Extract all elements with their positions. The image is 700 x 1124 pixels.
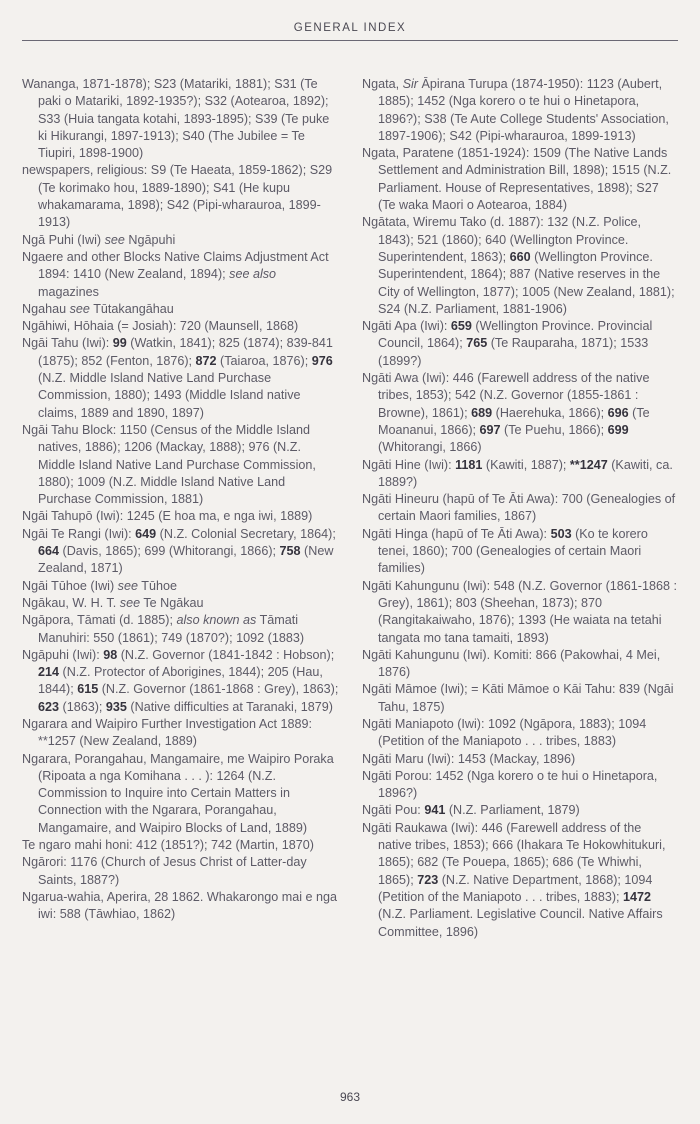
- entry-text: (N.Z. Protector of Aborigines, 1844); 205 (Hau, 1844);: [38, 665, 323, 697]
- entry-text: Āpirana Turupa (1874-1950): 1123 (Aubert, 1885); 1452 (Nga korero o te hui o Hinetapora, 1896?); S38 (Te Aute College Students' Association, 1897-1906); S42 (Pipi-wharauroa, 1899-1913): [378, 77, 669, 143]
- entry-text: Tūtakangāhau: [89, 301, 174, 316]
- entry-text: (N.Z. Parliament, 1879): [445, 803, 580, 818]
- entry-text: Ngāti Māmoe (Iwi); = Kāti Māmoe o Kāi Tahu: 839 (Ngāi Tahu, 1875): [362, 682, 674, 714]
- entry-number-bold: 214: [38, 665, 60, 680]
- index-entry: [362, 716, 678, 751]
- entry-text: Ngāti Hinga (hapū of Te Āti Awa):: [362, 526, 551, 541]
- entry-number-bold: 1472: [623, 889, 652, 904]
- entry-text: Wananga, 1871-1878); S23 (Matariki, 1881); S31 (Te paki o Matariki, 1892-1935?); S32 (Aotearoa, 1892); S33 (Huia tangata kotahi, 1893-1895); S39 (Te puke ki Hikurangi, 1897-1913); S40 (The Jubilee = Te Tiupiri, 1898-1900): [22, 77, 330, 161]
- entry-text: (N.Z. Parliament. Legislative Council. Native Affairs Committee, 1896): [378, 907, 663, 939]
- entry-number-bold: 664: [38, 544, 60, 559]
- entry-number-bold: 99: [112, 336, 127, 351]
- index-entry: [362, 145, 678, 214]
- entry-text: (N.Z. Middle Island Native Land Purchase Commission, 1880); 1493 (Middle Island native claims, 1889 and 1890, 1897): [38, 371, 301, 420]
- entry-text: Ngāti Hineuru (hapū of Te Āti Awa): 700 (Genealogies of certain Maori families, 1867): [362, 492, 676, 524]
- entry-number-bold: **1247: [569, 457, 608, 472]
- entry-number-bold: 503: [550, 526, 572, 541]
- entry-crossref: see: [104, 232, 125, 247]
- entry-text: Ngātata, Wiremu Tako (d. 1887): 132 (N.Z. Police, 1843); 521 (1860); 640 (Wellington Province. Superintendent, 1863);: [362, 215, 642, 264]
- entry-text: Ngarua-wahia, Aperira, 28 1862. Whakarongo mai e nga iwi: 588 (Tāwhiao, 1862): [22, 889, 338, 922]
- entry-text: Ngāti Kahungunu (Iwi). Komiti: 866 (Pakowhai, 4 Mei, 1876): [362, 647, 661, 680]
- entry-text: Ngata, Paratene (1851-1924): 1509 (The Native Lands Settlement and Administration Bill, 1898); 1515 (N.Z. Parliament. House of Representatives, 1898); S27 (Te waka Maori o Aotearoa, 1884): [362, 146, 672, 213]
- entry-number-bold: 660: [509, 249, 531, 264]
- entry-text: Ngāti Porou: 1452 (Nga korero o te hui o Hinetapora, 1896?): [362, 768, 658, 801]
- index-entry: [22, 889, 340, 924]
- entry-text: Ngahau: [22, 301, 70, 316]
- index-entry: [22, 837, 340, 854]
- entry-crossref: see: [69, 301, 90, 316]
- entry-text: (Kawiti, ca. 1889?): [378, 457, 673, 489]
- entry-text: (New Zealand, 1871): [38, 544, 334, 576]
- entry-number-bold: 615: [77, 682, 99, 697]
- entry-text: Ngarara, Porangahau, Mangamaire, me Waipiro Poraka (Ripoata a nga Komihana . . . ): 1264 (N.Z. Commission to Inquire into Certain Matters in Connection with the Ngarara, Porangahau, Mangamaire, and Waipiro Blocks of Land, 1889): [22, 751, 334, 835]
- index-entry: [22, 249, 340, 301]
- entry-text: Ngāti Awa (Iwi): 446 (Farewell address of the native tribes, 1853); 542 (N.Z. Governor (1855-1861 : Browne), 1861);: [362, 371, 650, 420]
- entry-number-bold: 696: [607, 405, 629, 420]
- index-entry: [22, 854, 340, 889]
- index-entry: [362, 526, 678, 578]
- index-entry: [22, 751, 340, 837]
- entry-text: Ngarara and Waipiro Further Investigation Act 1889: **1257 (New Zealand, 1889): [22, 716, 313, 749]
- entry-text: Ngāpuhi: [124, 232, 176, 247]
- entry-text: magazines: [38, 284, 99, 299]
- index-entry: [22, 595, 340, 612]
- entry-text: (Davis, 1865); 699 (Whitorangi, 1866);: [59, 544, 280, 559]
- page-number: 963: [339, 1090, 361, 1104]
- entry-text: (Kawiti, 1887);: [482, 457, 570, 472]
- entry-number-bold: 623: [38, 699, 60, 714]
- index-entry: [362, 318, 678, 370]
- entry-text: (Te Moananui, 1866);: [378, 405, 650, 437]
- entry-crossref: see also: [229, 267, 277, 282]
- entry-text: Ngāti Maru (Iwi): 1453 (Mackay, 1896): [362, 751, 576, 766]
- entry-text: Tāmati Manuhiri: 550 (1861); 749 (1870?); 1092 (1883): [38, 613, 305, 645]
- index-column-left: [22, 76, 340, 924]
- entry-number-bold: 1181: [455, 457, 483, 472]
- entry-text: Ngata,: [362, 77, 403, 91]
- entry-text: (Native difficulties at Taranaki, 1879): [126, 699, 333, 714]
- entry-text: Ngaere and other Blocks Native Claims Adjustment Act 1894: 1410 (New Zealand, 1894);: [22, 249, 329, 282]
- index-entry: [22, 232, 340, 249]
- entry-text: (Wellington Province. Superintendent, 1864); 887 (Native reserves in the City of Wellington, 1877); 1005 (New Zealand, 1881); S24 (N.Z. Parliament, 1881-1906): [378, 249, 675, 316]
- entry-crossref: Sir: [402, 77, 419, 91]
- entry-text: Ngāti Hine (Iwi):: [362, 457, 456, 472]
- entry-number-bold: 765: [466, 336, 488, 351]
- index-entry: [22, 422, 340, 508]
- index-entry: [362, 457, 678, 492]
- index-entry: [362, 647, 678, 682]
- entry-text: (Te Rauparaha, 1871); 1533 (1899?): [378, 336, 649, 368]
- entry-number-bold: 699: [607, 422, 629, 437]
- index-entry: [22, 318, 340, 335]
- entry-crossref: see: [119, 595, 141, 610]
- entry-text: (Whitorangi, 1866): [378, 440, 482, 455]
- entry-text: (N.Z. Colonial Secretary, 1864);: [156, 526, 336, 541]
- entry-text: Ngāti Raukawa (Iwi): 446 (Farewell address of the native tribes, 1853); 666 (Ihakara Te Hokowhitukuri, 1865); 682 (Te Pouepa, 1865); 686 (Te Whiwhi, 1865);: [362, 820, 666, 887]
- index-entry: [362, 76, 678, 145]
- index-entry: [362, 491, 678, 526]
- index-entry: [362, 578, 678, 647]
- index-entry: [22, 301, 340, 318]
- entry-text: Ngārori: 1176 (Church of Jesus Christ of Latter-day Saints, 1887?): [22, 855, 307, 887]
- entry-crossref: see: [117, 578, 138, 593]
- index-entry: [362, 681, 678, 716]
- entry-number-bold: 758: [279, 544, 301, 559]
- entry-text: Ngāpora, Tāmati (d. 1885);: [22, 613, 177, 628]
- entry-number-bold: 689: [471, 405, 493, 420]
- entry-text: Ngāi Tahu (Iwi):: [22, 336, 113, 351]
- index-entry: [22, 508, 340, 525]
- entry-text: (N.Z. Governor (1841-1842 : Hobson);: [117, 647, 335, 662]
- index-entry: [22, 162, 340, 231]
- entry-number-bold: 98: [103, 647, 118, 662]
- entry-text: (Watkin, 1841); 825 (1874); 839-841 (1875); 852 (Fenton, 1876);: [38, 336, 333, 368]
- entry-number-bold: 941: [424, 803, 446, 818]
- index-entry: [362, 370, 678, 456]
- index-entry: [362, 820, 678, 941]
- header-rule: [22, 40, 678, 41]
- entry-text: (Te Puehu, 1866);: [500, 422, 608, 437]
- entry-text: Tūhoe: [137, 578, 177, 593]
- entry-text: Ngāti Pou:: [362, 803, 425, 818]
- entry-crossref: also known as: [176, 613, 257, 628]
- entry-text: (1863);: [59, 699, 106, 714]
- entry-number-bold: 697: [479, 422, 501, 437]
- entry-text: (N.Z. Native Department, 1868); 1094 (Petition of the Maniapoto . . . tribes, 1883);: [378, 872, 653, 904]
- entry-text: Ngāpuhi (Iwi):: [22, 647, 104, 662]
- entry-text: (Wellington Province. Provincial Council, 1864);: [378, 319, 653, 351]
- entry-text: Ngāti Maniapoto (Iwi): 1092 (Ngāpora, 1883); 1094 (Petition of the Maniapoto . . . tribes, 1883): [362, 716, 647, 749]
- entry-text: (Haerehuka, 1866);: [492, 405, 608, 420]
- entry-number-bold: 872: [195, 353, 217, 368]
- entry-text: Ngāi Tahupō (Iwi): 1245 (E hoa ma, e nga iwi, 1889): [22, 509, 313, 524]
- entry-text: Te Ngākau: [140, 595, 204, 610]
- index-entry: [362, 751, 678, 768]
- entry-text: (Taiaroa, 1876);: [216, 353, 312, 368]
- entry-text: Ngāti Kahungunu (Iwi): 548 (N.Z. Governor (1861-1868 : Grey), 1861); 803 (Sheehan, 1873); 870 (Rangitakaiwaho, 1876); 1393 (He waiata na tetahi tangata mo tana tamaiti, 1893): [362, 578, 678, 645]
- entry-text: Ngākau, W. H. T.: [22, 595, 120, 610]
- entry-number-bold: 723: [417, 872, 439, 887]
- index-entry: [22, 76, 340, 162]
- entry-text: newspapers, religious: S9 (Te Haeata, 1859-1862); S29 (Te korimako hou, 1889-1890); S41 (He kupu whakamarama, 1898); S42 (Pipi-wharauroa, 1899-1913): [22, 163, 333, 230]
- index-entry: [22, 526, 340, 578]
- entry-text: Ngā Puhi (Iwi): [22, 232, 105, 247]
- index-entry: [22, 716, 340, 751]
- entry-number-bold: 935: [105, 699, 127, 714]
- index-entry: [22, 647, 340, 716]
- index-entry: [362, 214, 678, 318]
- index-entry: [22, 612, 340, 647]
- entry-text: Ngāti Apa (Iwi):: [362, 319, 451, 334]
- entry-text: (N.Z. Governor (1861-1868 : Grey), 1863);: [98, 682, 339, 697]
- index-column-right: [362, 76, 678, 941]
- running-head: GENERAL INDEX: [293, 22, 407, 34]
- entry-text: Ngāi Tūhoe (Iwi): [22, 578, 118, 593]
- entry-number-bold: 976: [311, 353, 333, 368]
- entry-text: (Ko te korero tenei, 1860); 700 (Genealogies of certain Maori families): [378, 526, 648, 576]
- entry-text: Ngāhiwi, Hōhaia (= Josiah): 720 (Maunsell, 1868): [22, 319, 299, 334]
- entry-text: Ngāi Tahu Block: 1150 (Census of the Middle Island natives, 1886); 1206 (Mackay, 1888); 976 (N.Z. Middle Island Native Land Purchase Commission, 1880); 1009 (N.Z. Middle Island Native Land Purchase Commission, 1881): [22, 422, 316, 507]
- entry-number-bold: 659: [450, 319, 472, 334]
- entry-text: Ngāi Te Rangi (Iwi):: [22, 526, 136, 541]
- index-entry: [362, 768, 678, 803]
- entry-number-bold: 649: [135, 526, 157, 541]
- index-entry: [22, 578, 340, 595]
- index-entry: [362, 802, 678, 819]
- entry-text: Te ngaro mahi honi: 412 (1851?); 742 (Martin, 1870): [22, 838, 314, 853]
- index-entry: [22, 335, 340, 421]
